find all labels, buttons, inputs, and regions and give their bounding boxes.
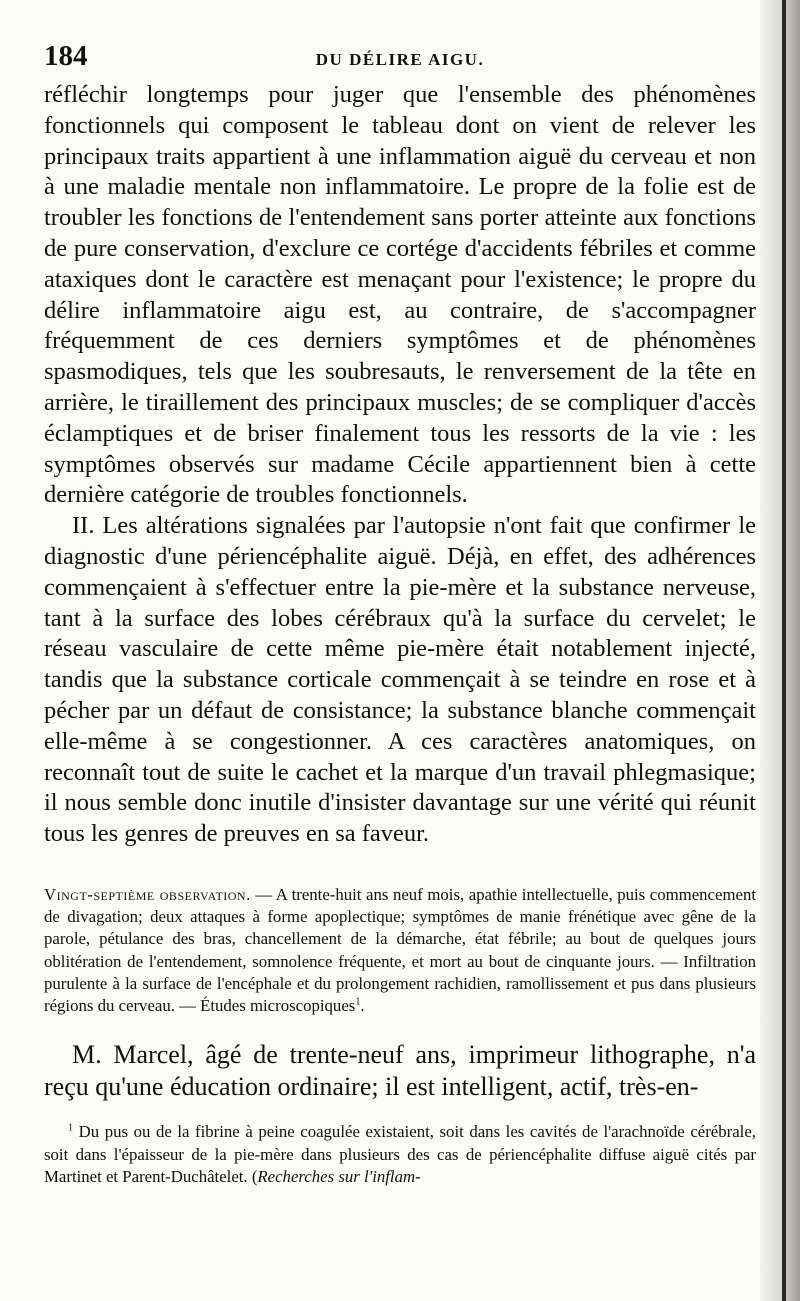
observation-end: .	[360, 995, 365, 1015]
paragraph-continuation: réfléchir longtemps pour juger que l'ensemble des phénomènes fonctionnels qui composent le tableau dont on vient de relever les principaux traits appartient à une inflammation aiguë du cerveau et non à une maladie mentale non inflammatoire. Le propre de la folie est de troubler les fonctions de l'entendement sans porter atteinte aux fonctions de pure conservation, d'exclure ce cortége d'accidents fébriles et comme ataxiques dont le caractère est menaçant pour l'existence; le propre du délire inflammatoire aigu est, au contraire, de s'accompagner fréquemment de ces derniers symptômes et de phénomènes spasmodiques, tels que les soubresauts, le renversement de la tête en arrière, le tiraillement des principaux muscles; de se compliquer d'accès éclamptiques et de briser finalement tous les ressorts de la vie : les symptômes observés sur madame Cécile appartiennent bien à cette dernière catégorie de troubles fonctionnels.	[44, 81, 756, 509]
main-text	[44, 80, 756, 850]
paragraph-case-start: M. Marcel, âgé de trente-neuf ans, imprimeur lithographe, n'a reçu qu'une éducation ordinaire; il est intelligent, actif, très-en-	[44, 1040, 756, 1102]
book-page	[44, 40, 756, 1188]
case-text	[44, 1039, 756, 1103]
observation-title: Vingt-septième observation.	[44, 884, 251, 904]
observation-text: — A trente-huit ans neuf mois, apathie intellectuelle, puis commencement de divagation; deux attaques à forme apoplectique; symptômes de manie frénétique avec gêne de la parole, pétulance des bras, chancellement de la démarche, état fébrile; au bout de quelques jours oblitération de l'entendement, somnolence fréquente, et mort au bout de cinquante jours. — Infiltration purulente à la surface de l'encéphale et du prolongement rachidien, ramollissement et pus dans plusieurs régions du cerveau. — Études microscopiques	[44, 884, 756, 1015]
footnote-marker: 1	[68, 1122, 74, 1134]
footnote-reference: 1	[355, 996, 361, 1008]
running-head: DU DÉLIRE AIGU.	[315, 50, 485, 69]
book-gutter-line	[782, 0, 786, 1301]
paragraph-section-ii: II. Les altérations signalées par l'autopsie n'ont fait que confirmer le diagnostic d'une périencéphalite aiguë. Déjà, en effet, des adhérences commençaient à s'effectuer entre la pie-mère et la substance nerveuse, tant à la surface des lobes cérébraux qu'à la surface du cervelet; le réseau vasculaire de cette même pie-mère était notablement injecté, tandis que la substance corticale commençait à se teindre en rose et à pécher par un défaut de consistance; la substance blanche commençait elle-même à se congestionner. A ces caractères anatomiques, on reconnaît tout de suite le cachet et la marque d'un travail phlegmasique; il nous semble donc inutile d'insister davantage sur une vérité qui réunit tous les genres de preuves en sa faveur.	[44, 512, 756, 848]
footnote	[44, 1121, 756, 1188]
footnote-italic-citation: Recherches sur l'inflam-	[257, 1166, 421, 1186]
observation-summary	[44, 884, 756, 1017]
footnote-text: Du pus ou de la fibrine à peine coagulée existaient, soit dans les cavités de l'arachnoïde cérébrale, soit dans l'épaisseur de la pie-mère dans plusieurs des cas de périencéphalite diffuse aiguë cités par Martinet et Parent-Duchâtelet. (	[44, 1122, 756, 1186]
book-spine-shadow	[760, 0, 800, 1301]
page-number: 184	[44, 40, 88, 72]
page-header	[44, 40, 756, 80]
